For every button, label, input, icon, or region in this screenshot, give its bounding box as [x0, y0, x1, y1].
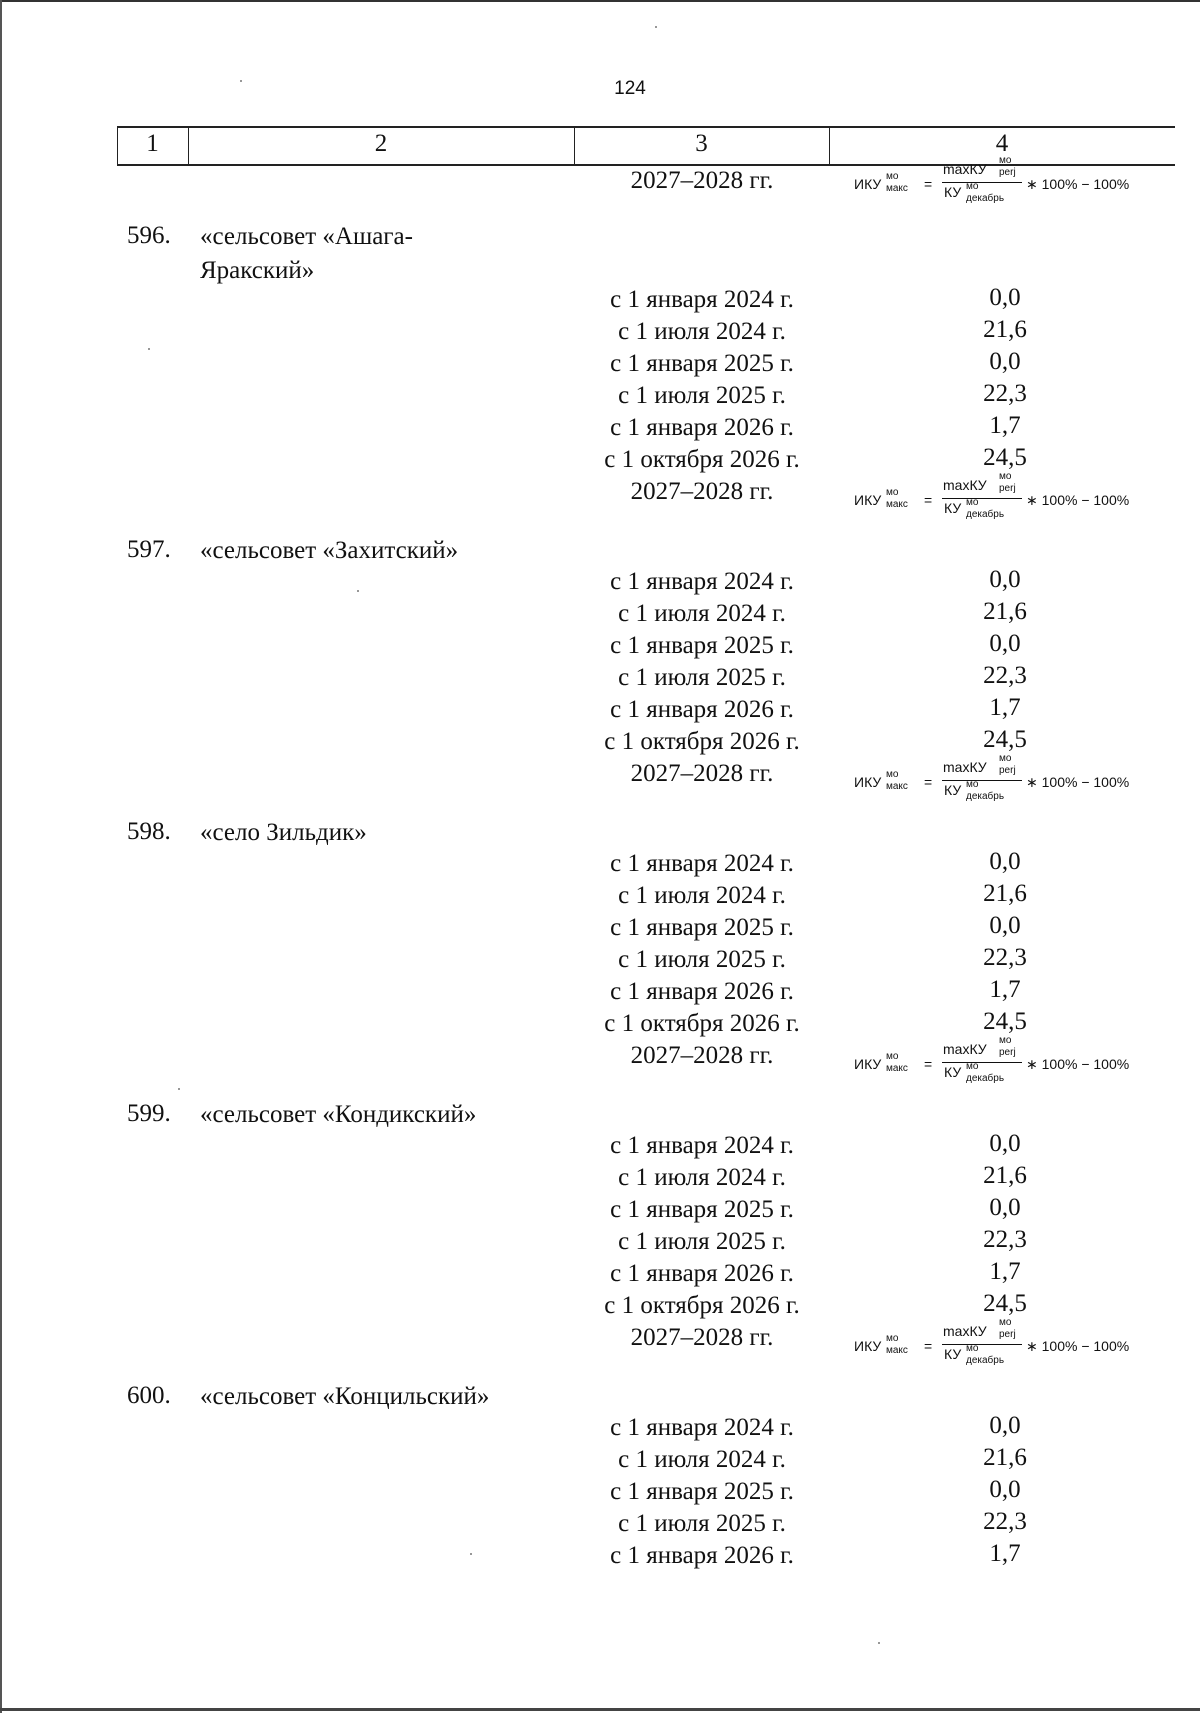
formula-equals: = [924, 492, 933, 508]
formula-den-sup: мо [966, 779, 979, 790]
formula-lhs-sup: мо [886, 171, 899, 182]
formula-lhs [854, 1333, 908, 1356]
formula-tail: ∗ 100% − 100% [1026, 492, 1130, 508]
entry-name [200, 1380, 540, 1414]
value-cell: 22,3 [983, 1226, 1027, 1253]
entry-name-line: Яракский» [200, 257, 315, 284]
value-cell: 0,0 [989, 348, 1021, 375]
entry-number: 596. [127, 222, 171, 249]
page-number: 124 [614, 78, 646, 99]
formula-tail: ∗ 100% − 100% [1026, 774, 1130, 790]
value-cell: 22,3 [983, 1508, 1027, 1535]
value-cell: 21,6 [983, 880, 1027, 907]
formula-den-sup: мо [966, 497, 979, 508]
header-col-2: 2 [374, 130, 388, 157]
period-cell: с 1 июля 2024 г. [618, 882, 786, 909]
formula-num-sup: мо [999, 155, 1012, 166]
formula-lhs-sup: мо [886, 487, 899, 498]
formula-den-base: КУ [944, 1346, 962, 1362]
formula-lhs [854, 769, 908, 792]
formula-equals: = [924, 1056, 933, 1072]
formula-numerator [943, 1035, 1016, 1058]
period-cell: с 1 июля 2025 г. [618, 382, 786, 409]
formula-lhs [854, 1051, 908, 1074]
value-cell: 21,6 [983, 1162, 1027, 1189]
value-cell: 24,5 [983, 726, 1027, 753]
period-cell: с 1 января 2026 г. [610, 414, 794, 441]
formula-den-base: КУ [944, 1064, 962, 1080]
formula-den-base: КУ [944, 500, 962, 516]
value-cell: 21,6 [983, 598, 1027, 625]
scan-speck [178, 1088, 180, 1090]
value-cell: 0,0 [989, 912, 1021, 939]
formula-equals: = [924, 176, 933, 192]
formula-denominator [944, 497, 1005, 520]
entry-name-line: «сельсовет «Концильский» [200, 1383, 490, 1410]
formula-den-sub: декабрь [966, 193, 1005, 204]
formula-denominator [944, 1343, 1005, 1366]
scan-speck [878, 1642, 880, 1644]
period-cell: с 1 января 2025 г. [610, 632, 794, 659]
value-cell: 24,5 [983, 1290, 1027, 1317]
formula-lhs-sub: макс [886, 183, 908, 194]
period-cell: с 1 июля 2025 г. [618, 1228, 786, 1255]
fraction-bar [942, 1344, 1022, 1345]
formula-lhs-sup: мо [886, 769, 899, 780]
value-cell: 22,3 [983, 944, 1027, 971]
period-cell: с 1 января 2026 г. [610, 696, 794, 723]
fraction-bar [942, 1062, 1022, 1063]
value-cell: 21,6 [983, 1444, 1027, 1471]
formula-numerator [943, 471, 1016, 494]
value-cell: 24,5 [983, 1008, 1027, 1035]
value-cell: 0,0 [989, 1194, 1021, 1221]
period-cell: 2027–2028 гг. [630, 1324, 774, 1351]
formula [850, 155, 1160, 206]
formula-numerator [943, 1317, 1016, 1340]
formula-den-sub: декабрь [966, 1073, 1005, 1084]
formula-num-sub: perj [999, 167, 1016, 178]
formula-lhs [854, 487, 908, 510]
value-cell: 1,7 [989, 1258, 1021, 1285]
period-cell: с 1 июля 2025 г. [618, 946, 786, 973]
period-cell: с 1 января 2026 г. [610, 1542, 794, 1569]
formula-lhs-sub: макс [886, 781, 908, 792]
formula-lhs-base: ИКУ [854, 176, 882, 192]
entry-name-line: «сельсовет «Ашага- [200, 223, 413, 250]
formula-lhs-base: ИКУ [854, 1056, 882, 1072]
scan-speck [357, 590, 359, 592]
value-cell: 1,7 [989, 976, 1021, 1003]
formula-denominator [944, 779, 1005, 802]
value-cell: 0,0 [989, 630, 1021, 657]
value-cell: 24,5 [983, 444, 1027, 471]
formula-lhs-base: ИКУ [854, 492, 882, 508]
fraction-bar [942, 498, 1022, 499]
period-cell: с 1 января 2024 г. [610, 850, 794, 877]
entry-name-line: «село Зильдик» [200, 819, 367, 846]
formula-den-base: КУ [944, 782, 962, 798]
period-cell: с 1 января 2025 г. [610, 914, 794, 941]
entry-name-line: «сельсовет «Кондикский» [200, 1101, 477, 1128]
period-cell: с 1 января 2024 г. [610, 568, 794, 595]
entry-name-line: «сельсовет «Захитский» [200, 537, 459, 564]
header-col-3: 3 [695, 130, 708, 157]
formula-num-sub: perj [999, 1329, 1016, 1340]
formula-den-sup: мо [966, 181, 979, 192]
formula-num-sup: мо [999, 1317, 1012, 1328]
value-cell: 0,0 [989, 284, 1021, 311]
period-cell: 2027–2028 гг. [630, 167, 774, 194]
formula-numerator [943, 155, 1016, 178]
period-cell: с 1 января 2024 г. [610, 1132, 794, 1159]
value-cell: 0,0 [989, 1476, 1021, 1503]
formula-den-sup: мо [966, 1061, 979, 1072]
formula-tail: ∗ 100% − 100% [1026, 1338, 1130, 1354]
formula-den-sub: декабрь [966, 791, 1005, 802]
formula-lhs-base: ИКУ [854, 774, 882, 790]
formula-numerator [943, 753, 1016, 776]
formula-num-base: maxКУ [943, 161, 987, 177]
formula [850, 753, 1160, 804]
scan-speck [655, 26, 657, 28]
entry-number: 599. [127, 1100, 171, 1127]
period-cell: с 1 октября 2026 г. [604, 446, 800, 473]
formula-denominator [944, 1061, 1005, 1084]
period-cell: с 1 июля 2024 г. [618, 1446, 786, 1473]
period-cell: с 1 января 2025 г. [610, 1196, 794, 1223]
period-cell: 2027–2028 гг. [630, 760, 774, 787]
page-border [0, 1708, 1200, 1711]
formula-num-sup: мо [999, 471, 1012, 482]
period-cell: с 1 января 2025 г. [610, 1478, 794, 1505]
period-cell: с 1 января 2024 г. [610, 1414, 794, 1441]
page-border [0, 0, 1200, 2]
scan-speck [470, 1553, 472, 1555]
value-cell: 0,0 [989, 1130, 1021, 1157]
formula-lhs-sub: макс [886, 499, 908, 510]
entry-number: 597. [127, 536, 171, 563]
period-cell: с 1 октября 2026 г. [604, 728, 800, 755]
period-cell: с 1 июля 2025 г. [618, 664, 786, 691]
value-cell: 0,0 [989, 566, 1021, 593]
period-cell: с 1 октября 2026 г. [604, 1292, 800, 1319]
entry-name [200, 220, 540, 288]
period-cell: с 1 июля 2025 г. [618, 1510, 786, 1537]
value-cell: 21,6 [983, 316, 1027, 343]
value-cell: 1,7 [989, 1540, 1021, 1567]
formula-den-base: КУ [944, 184, 962, 200]
formula-num-sup: мо [999, 1035, 1012, 1046]
period-cell: с 1 января 2026 г. [610, 1260, 794, 1287]
formula [850, 1035, 1160, 1086]
period-cell: 2027–2028 гг. [630, 1042, 774, 1069]
formula-denominator [944, 181, 1005, 204]
formula-lhs-sub: макс [886, 1345, 908, 1356]
period-cell: с 1 января 2026 г. [610, 978, 794, 1005]
formula-lhs [854, 171, 908, 194]
entry-number: 600. [127, 1382, 171, 1409]
formula-num-base: maxКУ [943, 477, 987, 493]
formula-equals: = [924, 774, 933, 790]
formula-num-base: maxКУ [943, 1323, 987, 1339]
formula-den-sub: декабрь [966, 1355, 1005, 1366]
formula-num-sub: perj [999, 483, 1016, 494]
formula [850, 1317, 1160, 1368]
formula-lhs-sup: мо [886, 1051, 899, 1062]
formula-tail: ∗ 100% − 100% [1026, 176, 1130, 192]
period-cell: с 1 июля 2024 г. [618, 600, 786, 627]
period-cell: 2027–2028 гг. [630, 478, 774, 505]
entry-name [200, 816, 540, 850]
value-cell: 0,0 [989, 1412, 1021, 1439]
value-cell: 22,3 [983, 380, 1027, 407]
page-border [0, 0, 2, 1713]
formula-num-base: maxКУ [943, 759, 987, 775]
formula [850, 471, 1160, 522]
header-col-1: 1 [146, 130, 159, 157]
period-cell: с 1 января 2024 г. [610, 286, 794, 313]
value-cell: 22,3 [983, 662, 1027, 689]
formula-lhs-base: ИКУ [854, 1338, 882, 1354]
header-col-4: 4 [995, 130, 1009, 157]
formula-num-sup: мо [999, 753, 1012, 764]
fraction-bar [942, 182, 1022, 183]
formula-lhs-sup: мо [886, 1333, 899, 1344]
entry-number: 598. [127, 818, 171, 845]
formula-tail: ∗ 100% − 100% [1026, 1056, 1130, 1072]
value-cell: 1,7 [989, 694, 1021, 721]
formula-num-sub: perj [999, 765, 1016, 776]
value-cell: 1,7 [989, 412, 1021, 439]
period-cell: с 1 октября 2026 г. [604, 1010, 800, 1037]
fraction-bar [942, 780, 1022, 781]
value-cell: 0,0 [989, 848, 1021, 875]
scan-speck [148, 348, 150, 350]
period-cell: с 1 января 2025 г. [610, 350, 794, 377]
period-cell: с 1 июля 2024 г. [618, 1164, 786, 1191]
formula-lhs-sub: макс [886, 1063, 908, 1074]
entry-name [200, 534, 540, 568]
formula-num-sub: perj [999, 1047, 1016, 1058]
entry-name [200, 1098, 540, 1132]
formula-den-sub: декабрь [966, 509, 1005, 520]
formula-num-base: maxКУ [943, 1041, 987, 1057]
formula-den-sup: мо [966, 1343, 979, 1354]
formula-equals: = [924, 1338, 933, 1354]
header-rule [117, 126, 1175, 128]
period-cell: с 1 июля 2024 г. [618, 318, 786, 345]
